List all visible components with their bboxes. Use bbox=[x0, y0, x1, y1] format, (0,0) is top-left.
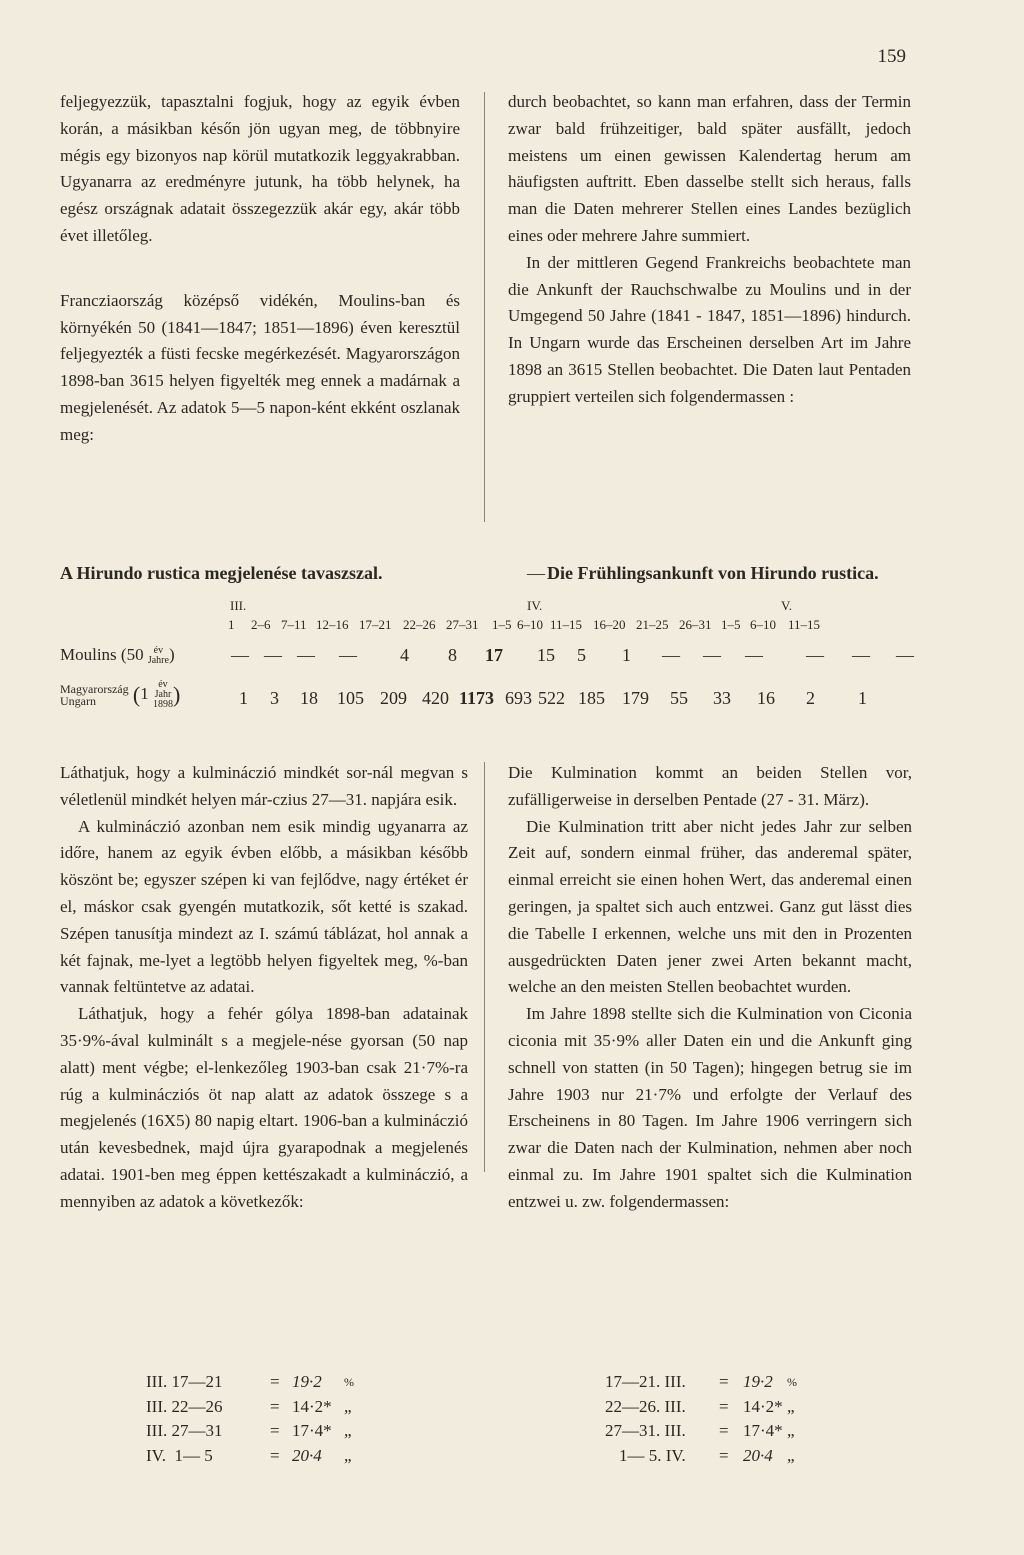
table-cell: 1 bbox=[622, 645, 631, 665]
table-cell: 15 bbox=[537, 645, 555, 665]
summary-period: 22—26. III. bbox=[605, 1396, 686, 1416]
summary-line bbox=[605, 1395, 845, 1420]
pentade-label: 11–15 bbox=[788, 617, 821, 632]
table-cell: — bbox=[745, 645, 763, 665]
summary-unit: „ bbox=[344, 1421, 352, 1440]
table-cell: 3 bbox=[270, 688, 279, 708]
month-label: V. bbox=[781, 598, 792, 613]
summary-german bbox=[605, 1370, 845, 1468]
table-cell: — bbox=[806, 645, 824, 665]
paragraph: Francziaország középső vidékén, Moulins-ban és környékén 50 (1841—1847; 1851—1896) éven keresztül feljegyezték a füsti fecske megérkezését. Magyarországon 1898-ban 3615 helyen figyelték meg ennek a madárnak a megjelenését. Az adatok 5—5 napon-ként ekként oszlanak meg: bbox=[60, 290, 460, 444]
row-unit-bottom: Jahre bbox=[147, 655, 169, 667]
table-cell: — bbox=[662, 645, 680, 665]
page-number: 159 bbox=[877, 46, 906, 67]
table-cell: — bbox=[264, 645, 282, 665]
pentade-label: 1 bbox=[228, 617, 235, 632]
table-title-german: Die Frühlingsankunft von Hirundo rustica. bbox=[547, 563, 879, 583]
table-cell: 5 bbox=[577, 645, 586, 665]
summary-eq: = bbox=[270, 1445, 280, 1465]
row-label-moulins bbox=[60, 645, 175, 666]
summary-value: 14·2* bbox=[292, 1396, 332, 1416]
month-label: III. bbox=[230, 598, 247, 613]
table-cell: 1 bbox=[858, 688, 867, 708]
table-cell: — bbox=[852, 645, 870, 665]
table-cell: 693 bbox=[505, 688, 532, 708]
table-title-hungarian: A Hirundo rustica megjelenése tavaszszal. bbox=[60, 563, 383, 583]
column-divider-bottom bbox=[484, 762, 485, 1172]
table-cell: 420 bbox=[422, 688, 449, 708]
summary-line bbox=[605, 1444, 845, 1469]
table-cell: 522 bbox=[538, 688, 565, 708]
summary-eq: = bbox=[719, 1396, 729, 1416]
summary-value: 19·2 bbox=[292, 1372, 322, 1391]
summary-eq: = bbox=[719, 1372, 729, 1391]
table-cell: 179 bbox=[622, 688, 649, 708]
summary-eq: = bbox=[270, 1421, 280, 1440]
table-cell: 185 bbox=[578, 688, 605, 708]
brace-left: ( bbox=[132, 682, 141, 707]
row-unit-top: év bbox=[158, 679, 168, 690]
summary-eq: = bbox=[719, 1445, 729, 1465]
hungarian-text-bottom bbox=[60, 760, 468, 1216]
table-cell: 209 bbox=[380, 688, 407, 708]
brace-right: ) bbox=[172, 682, 181, 707]
pentade-label: 21–25 bbox=[636, 617, 669, 632]
table-cell: 8 bbox=[448, 645, 457, 665]
summary-line bbox=[605, 1370, 845, 1395]
row-unit-top: év bbox=[153, 645, 164, 657]
table-cell: 17 bbox=[485, 645, 503, 665]
row-country bbox=[60, 683, 129, 707]
table-cell: — bbox=[896, 645, 914, 665]
pentade-label: 2–6 bbox=[251, 617, 271, 632]
table-cell: 1 bbox=[239, 688, 248, 708]
row-label-text: Moulins (50 bbox=[60, 645, 144, 664]
row-year: 1898 bbox=[152, 699, 173, 710]
month-label: IV. bbox=[527, 598, 543, 613]
pentade-label: 17–21 bbox=[359, 617, 392, 632]
summary-period: 27—31. III. bbox=[605, 1421, 686, 1440]
summary-line bbox=[605, 1419, 845, 1444]
table-cell: — bbox=[703, 645, 721, 665]
pentade-label: 22–26 bbox=[403, 617, 436, 632]
summary-eq: = bbox=[719, 1421, 729, 1440]
pentade-label: 12–16 bbox=[316, 617, 349, 632]
summary-period: III. 27—31 bbox=[146, 1421, 223, 1440]
table-cell: 16 bbox=[757, 688, 775, 708]
summary-period: 17—21. III. bbox=[605, 1372, 686, 1391]
row-label-hungary bbox=[60, 680, 180, 710]
summary-value: 14·2* bbox=[743, 1396, 783, 1416]
summary-unit: „ bbox=[787, 1396, 795, 1416]
table-cell: — bbox=[231, 645, 249, 665]
table-cell: — bbox=[297, 645, 315, 665]
paragraph: Láthatjuk, hogy a fehér gólya 1898-ban adatainak 35·9%-ával kulminált s a megjele-nése gyorsan (50 nap alatt) ment végbe; el-lenkezőleg 1903-ban csak 21·7%-ra rúg a kulminácziós öt nap alatt az adatok összege s a megjelenés (16X5) 80 napig eltart. 1906-ban a kulmináczió után kevesbednek, majd újra gyarapodnak a megjelenés adatai. 1901-ben meg éppen kettészakadt a kulmináczió, a mennyiben az adatok a következők: bbox=[60, 1004, 468, 1211]
summary-unit: % bbox=[787, 1375, 797, 1389]
pentade-label: 6–10 bbox=[517, 617, 543, 632]
table-cell: 4 bbox=[400, 645, 409, 665]
row-country-de: Ungarn bbox=[60, 694, 96, 708]
table-cell: 18 bbox=[300, 688, 318, 708]
summary-value: 17·4* bbox=[292, 1421, 332, 1440]
summary-period: 1— 5. IV. bbox=[619, 1445, 686, 1465]
summary-eq: = bbox=[270, 1372, 280, 1391]
paragraph: Láthatjuk, hogy a kulmináczió mindkét sor-nál megvan s véletlenül mindkét helyen már-czius 27—31. napjára esik. bbox=[60, 763, 468, 809]
summary-line bbox=[146, 1419, 366, 1444]
paragraph: In der mittleren Gegend Frankreichs beobachtete man die Ankunft der Rauchschwalbe zu Moulins und in der Umgegend 50 Jahre (1841 - 1847, 1851—1896) hindurch. In Ungarn wurde das Erscheinen derselben Art im Jahre 1898 an 3615 Stellen beobachtet. Die Daten laut Pentaden gruppiert verteilen sich folgendermassen : bbox=[508, 252, 911, 406]
paragraph: feljegyezzük, tapasztalni fogjuk, hogy az egyik évben korán, a másikban későn jön ugyan meg, de többnyire mégis egy bizonyos nap körül mutatkozik leggyakrabban. Ugyanarra az eredményre jutunk, ha több helynek, ha egész országnak adatait összegezzük akár egy, akár több évet illetőleg. bbox=[60, 92, 460, 245]
pentade-label: 27–31 bbox=[446, 617, 479, 632]
summary-line bbox=[146, 1395, 366, 1420]
pentade-label: 1–5 bbox=[492, 617, 512, 632]
summary-period: III. 22—26 bbox=[146, 1396, 223, 1416]
summary-period: III. 17—21 bbox=[146, 1372, 223, 1391]
row-country-hu: Magyarország bbox=[60, 682, 129, 696]
title-separator: — bbox=[527, 563, 545, 583]
paragraph: Die Kulmination tritt aber nicht jedes Jahr zur selben Zeit auf, sondern einmal früher, das anderemal später, einmal erreicht sie einen hohen Wert, das anderemal einen geringen, ja spaltet sich auch entzwei. Ganz gut lässt dies die Tabelle I erkennen, welche uns mit den in Prozenten ausgedrückten Daten jener zwei Arten bekannt macht, welche an den meisten Stellen beobachtet wurden. bbox=[508, 816, 912, 997]
paragraph: Die Kulmination kommt an beiden Stellen vor, zufälligerweise in derselben Pentade (27 - 31. März). bbox=[508, 763, 912, 809]
summary-period: IV. 1— 5 bbox=[146, 1445, 213, 1465]
german-text-bottom bbox=[508, 760, 912, 1216]
hungarian-text-top bbox=[60, 89, 460, 449]
paragraph: durch beobachtet, so kann man erfahren, dass der Termin zwar bald frühzeitiger, bald später ausfällt, jedoch meistens um einen gewissen Kalendertag herum am häufigsten auftritt. Eben dasselbe stellt sich heraus, falls man die Daten mehrerer Stellen eines Landes bezüglich eines oder mehrere Jahre summiert. bbox=[508, 92, 911, 245]
paragraph: A kulmináczió azonban nem esik mindig ugyanarra az időre, hanem az egyik évben előbb, a másikban később köszönt be; egyszer szépen ki van fejlődve, nagy értéket ér el, máskor csak gyengén mutatkozik, sőt ketté is szakad. Szépen tanusítja mindezt az I. számú táblázat, hol annak a két fajnak, me-lyet a legtöbb helyen figyeltek meg, %-ban vannak feltüntetve az adatai. bbox=[60, 816, 468, 997]
table-cell: — bbox=[339, 645, 357, 665]
pentade-label: 16–20 bbox=[593, 617, 626, 632]
row-unit-mid: Jahr bbox=[154, 689, 172, 700]
pentade-label: 11–15 bbox=[550, 617, 583, 632]
pentade-label: 7–11 bbox=[281, 617, 307, 632]
summary-value: 20·4 bbox=[292, 1445, 322, 1465]
summary-value: 19·2 bbox=[743, 1372, 773, 1391]
table-cell: 33 bbox=[713, 688, 731, 708]
pentade-label: 6–10 bbox=[750, 617, 776, 632]
summary-unit: „ bbox=[344, 1396, 352, 1416]
row-label-close: ) bbox=[168, 645, 175, 664]
summary-line bbox=[146, 1444, 366, 1469]
summary-unit: „ bbox=[787, 1445, 795, 1465]
row-unit bbox=[153, 680, 173, 710]
row-unit bbox=[148, 646, 169, 666]
summary-line bbox=[146, 1370, 366, 1395]
pentade-label: 1–5 bbox=[721, 617, 741, 632]
table-cell: 1173 bbox=[459, 688, 495, 708]
paragraph: Im Jahre 1898 stellte sich die Kulmination von Ciconia ciconia mit 35·9% aller Daten ein und die Ankunft ging schnell von statten (in 50 Tagen); hingegen betrug sie im Jahre 1903 nur 21·7% und erfolgte der Verlauf des Erscheinens in 80 Tagen. Im Jahre 1906 verringern sich zwar die Daten nach der Kulmination, nehmen aber noch einmal zu. Im Jahre 1901 spaltet sich die Kulmination entzwei u. zw. folgendermassen: bbox=[508, 1004, 912, 1211]
summary-unit: % bbox=[344, 1375, 354, 1389]
column-divider-top bbox=[484, 92, 485, 522]
summary-value: 20·4 bbox=[743, 1445, 773, 1465]
table-cell: 105 bbox=[337, 688, 364, 708]
summary-eq: = bbox=[270, 1396, 280, 1416]
table-cell: 2 bbox=[806, 688, 815, 708]
summary-hungarian bbox=[146, 1370, 366, 1468]
summary-unit: „ bbox=[344, 1445, 352, 1465]
german-text-top bbox=[508, 89, 911, 411]
summary-unit: „ bbox=[787, 1421, 795, 1440]
pentade-label: 26–31 bbox=[679, 617, 712, 632]
summary-value: 17·4* bbox=[743, 1421, 783, 1440]
row-count: 1 bbox=[140, 683, 149, 703]
table-cell: 55 bbox=[670, 688, 688, 708]
